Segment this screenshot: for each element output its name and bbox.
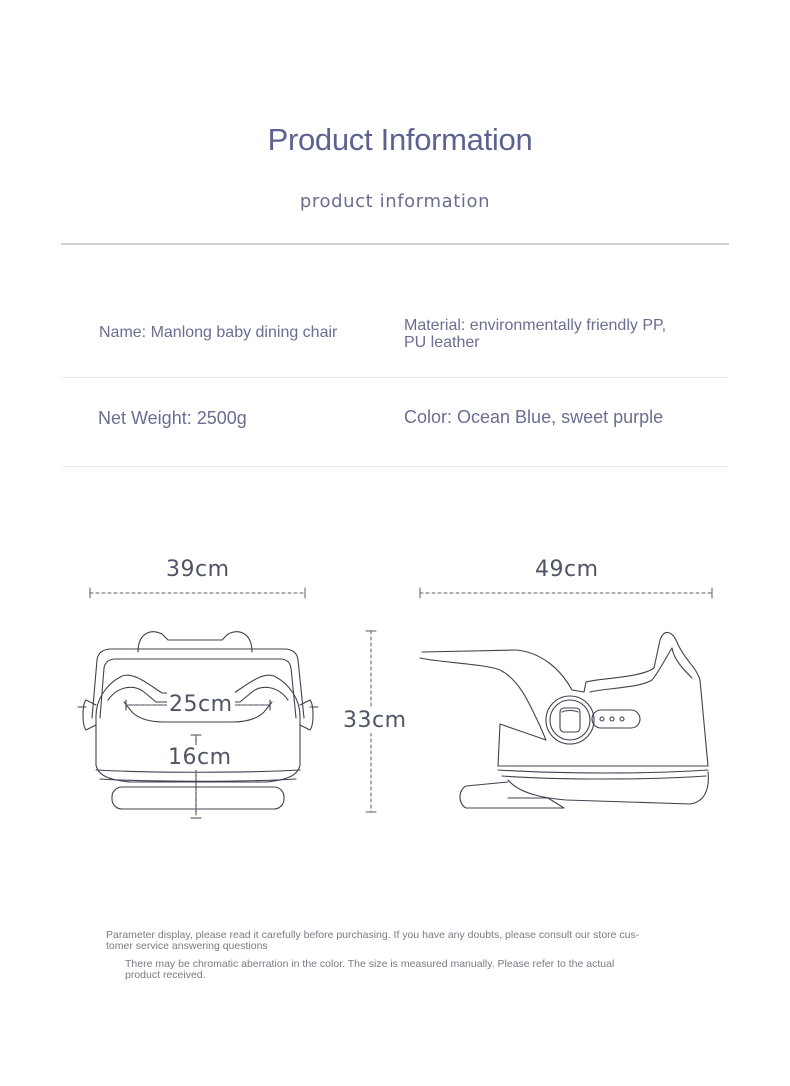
color-size-disclaimer-line1: There may be chromatic aberration in the color. The size is measured manually. Please refer to the actual	[125, 958, 615, 970]
side-view-chair-drawing	[420, 632, 708, 808]
purchase-notice-line2: tomer service answering questions	[106, 940, 268, 952]
spec-material-line2: PU leather	[404, 334, 480, 351]
purchase-notice	[106, 930, 686, 952]
color-size-disclaimer-line2: product received.	[125, 969, 206, 981]
page-subtitle: product information	[299, 191, 491, 212]
spec-material-line1: Material: environmentally friendly PP,	[404, 317, 667, 334]
side-depth-label: 49cm	[535, 557, 599, 582]
spec-color: Color: Ocean Blue, sweet purple	[404, 407, 664, 427]
seat-height-label: 16cm	[168, 745, 232, 770]
total-height-label: 33cm	[343, 708, 407, 733]
front-view-chair-drawing	[78, 632, 318, 818]
seat-width-label: 25cm	[169, 692, 233, 717]
purchase-notice-line1: Parameter display, please read it carefully before purchasing. If you have any doubts, please consult our store cus-	[106, 929, 640, 941]
spec-name: Name: Manlong baby dining chair	[99, 324, 338, 341]
page-title: Product Information	[267, 122, 533, 157]
color-size-disclaimer	[125, 959, 685, 981]
front-width-label: 39cm	[166, 557, 230, 582]
spec-net-weight: Net Weight: 2500g	[98, 408, 247, 428]
